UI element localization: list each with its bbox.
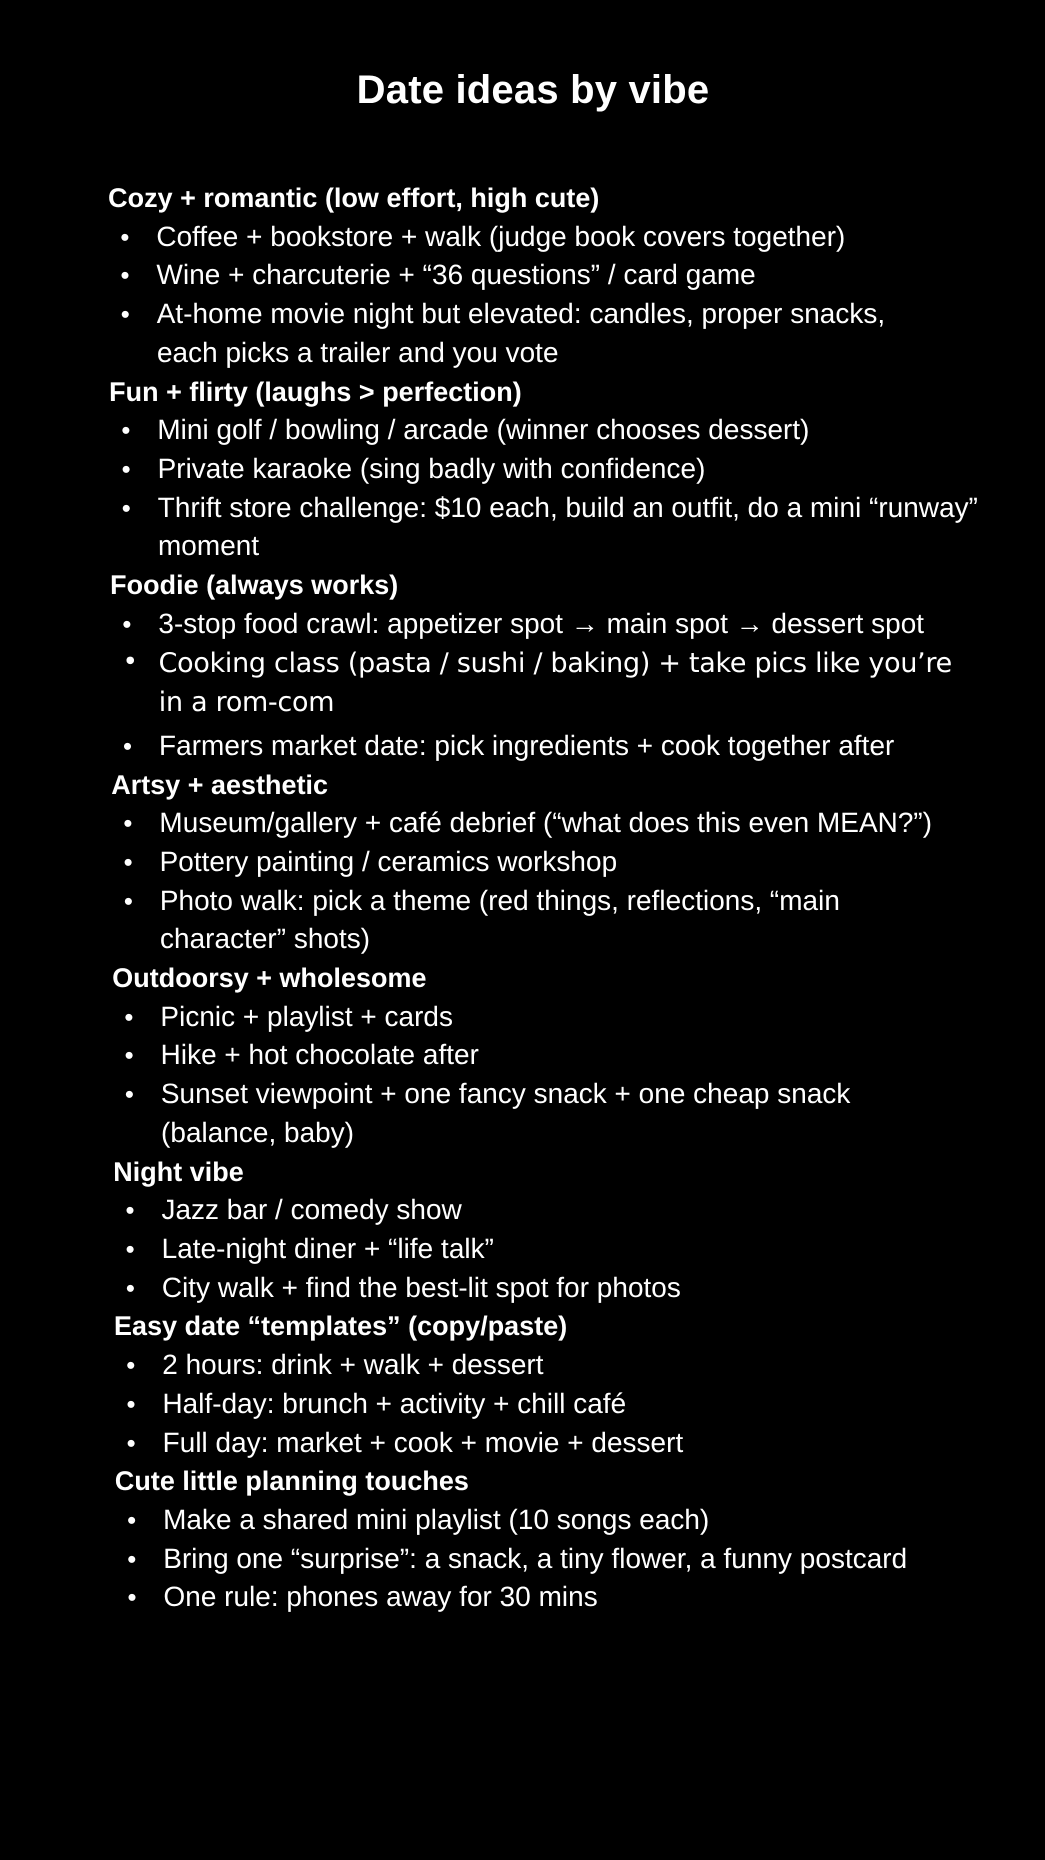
section-easy-templates <box>114 1307 995 1462</box>
section-outdoorsy-wholesome <box>112 959 993 1153</box>
bullet-icon: • <box>125 1233 135 1264</box>
bullet-icon: • <box>122 730 133 761</box>
list-item: • Private karaoke (sing badly with confidence) <box>109 450 957 489</box>
section-heading: Night vibe <box>113 1156 244 1187</box>
bullet-icon: • <box>127 1543 137 1574</box>
section-heading: Artsy + aesthetic <box>111 769 329 800</box>
bullet-icon: • <box>122 647 138 678</box>
bullet-icon: • <box>124 1001 134 1032</box>
list-item: • Sunset viewpoint + one fancy snack + one cheap snack (balance, baby) <box>113 1075 951 1152</box>
section-artsy-aesthetic <box>111 766 992 960</box>
list-item: • 3-stop food crawl: appetizer spot → main spot → dessert spot <box>110 605 948 644</box>
bullet-icon: • <box>124 1079 134 1110</box>
list-item: • Thrift store challenge: $10 each, build an outfit, do a mini “runway” moment <box>110 489 1008 566</box>
list-item: • Half-day: brunch + activity + chill café <box>114 1385 962 1424</box>
list-item: • 2 hours: drink + walk + dessert <box>114 1346 962 1385</box>
section-planning-touches <box>115 1462 996 1617</box>
bullet-icon: • <box>120 299 130 330</box>
bullet-icon: • <box>121 415 131 446</box>
section-night-vibe <box>113 1153 994 1308</box>
bullet-icon: • <box>120 260 130 291</box>
bullet-icon: • <box>122 608 132 639</box>
section-heading: Outdoorsy + wholesome <box>112 963 427 994</box>
section-heading: Cute little planning touches <box>114 1466 469 1497</box>
list-item: • Cooking class (pasta / sushi / baking) + take pics like you’re in a rom-com <box>110 643 958 726</box>
bullet-icon: • <box>121 492 131 523</box>
bullet-icon: • <box>120 221 130 252</box>
section-heading: Cozy + romantic (low effort, high cute) <box>108 183 600 213</box>
list-item: • Hike + hot chocolate after <box>112 1036 960 1075</box>
list-item: • Late-night diner + “life talk” <box>114 1230 962 1269</box>
page-title: Date ideas by vibe <box>356 68 710 112</box>
date-ideas-list <box>108 179 996 1617</box>
bullet-icon: • <box>123 846 133 877</box>
list-item: • Pottery painting / ceramics workshop <box>111 843 959 882</box>
section-foodie <box>110 566 991 766</box>
list-item: • Picnic + playlist + cards <box>112 998 960 1037</box>
bullet-icon: • <box>126 1427 136 1458</box>
list-item: • Full day: market + cook + movie + dessert <box>115 1424 963 1463</box>
section-cozy-romantic <box>108 179 989 373</box>
section-heading: Easy date “templates” (copy/paste) <box>113 1311 568 1342</box>
bullet-icon: • <box>121 453 131 484</box>
list-item: • Bring one “surprise”: a snack, a tiny flower, a funny postcard <box>115 1540 923 1579</box>
section-fun-flirty <box>109 373 990 567</box>
bullet-icon: • <box>126 1388 136 1419</box>
list-item: • Photo walk: pick a theme (red things, reflections, “main character” shots) <box>112 882 950 959</box>
list-item: • Wine + charcuterie + “36 questions” / card game <box>108 256 956 295</box>
bullet-icon: • <box>126 1350 136 1381</box>
section-heading: Fun + flirty (laughs > perfection) <box>109 376 522 407</box>
section-heading: Foodie (always works) <box>110 570 399 601</box>
bullet-icon: • <box>124 1040 134 1071</box>
bullet-icon: • <box>123 808 133 839</box>
list-item: • Farmers market date: pick ingredients + cook together after <box>111 727 949 766</box>
list-item: • Make a shared mini playlist (10 songs each) <box>115 1501 963 1540</box>
list-item: • Jazz bar / comedy show <box>113 1191 961 1230</box>
bullet-icon: • <box>125 1195 135 1226</box>
bullet-icon: • <box>125 1272 135 1303</box>
bullet-icon: • <box>126 1504 137 1535</box>
list-item: • At-home movie night but elevated: candles, proper snacks, each picks a trailer and you vote <box>109 295 917 372</box>
list-item: • Mini golf / bowling / arcade (winner chooses dessert) <box>109 411 957 450</box>
list-item: • Museum/gallery + café debrief (“what does this even MEAN?”) <box>111 804 939 843</box>
list-item: • One rule: phones away for 30 mins <box>115 1578 963 1617</box>
bullet-icon: • <box>123 885 133 916</box>
bullet-icon: • <box>127 1582 137 1613</box>
list-item: • City walk + find the best-lit spot for photos <box>114 1269 962 1308</box>
list-item: • Coffee + bookstore + walk (judge book covers together) <box>108 218 956 257</box>
